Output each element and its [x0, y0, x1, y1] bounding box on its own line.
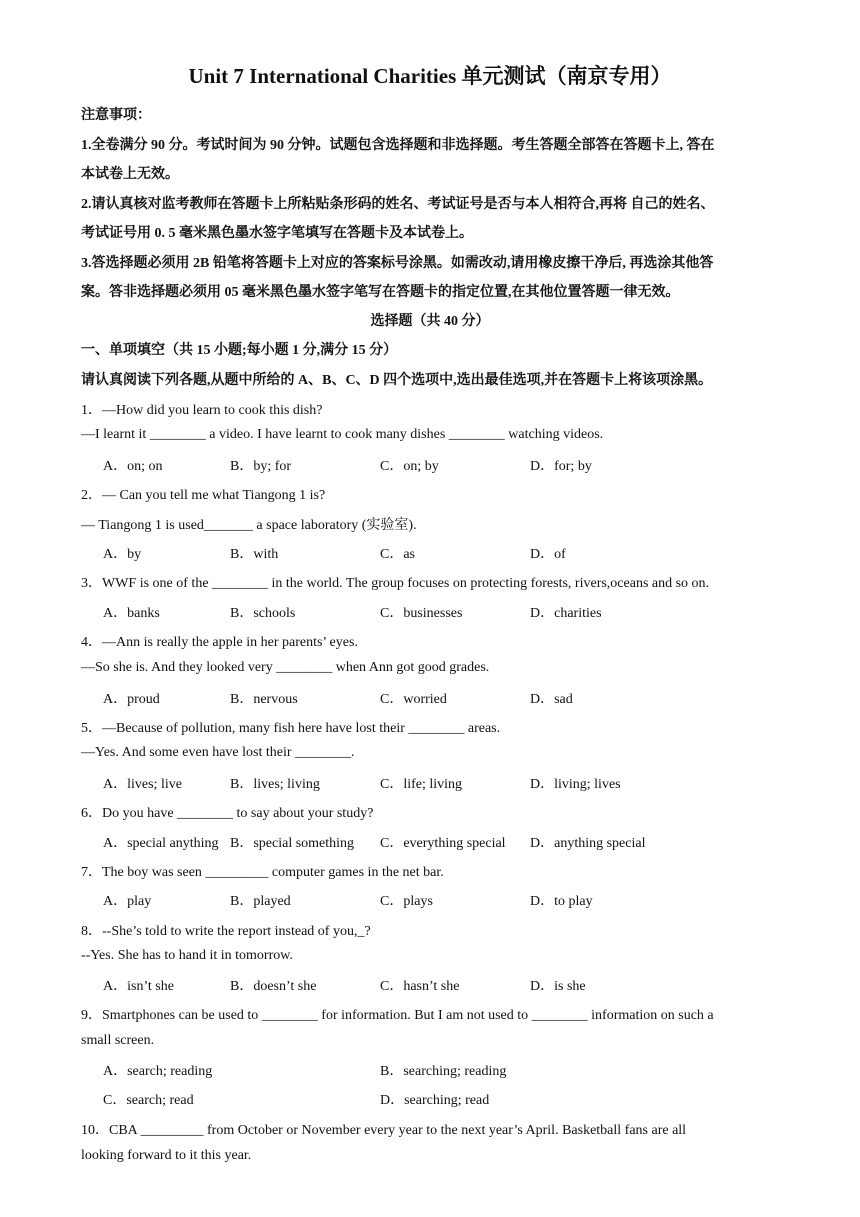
option-d: D．to play — [530, 894, 593, 909]
option-d: D．living; lives — [530, 777, 621, 792]
notice-heading: 注意事项： — [81, 108, 151, 123]
option-d: D．searching; read — [380, 1093, 490, 1108]
question-10: 10．CBA _________ from October or November every year to the next year’s April. Basketball fans are all — [81, 1123, 687, 1138]
option-c: C．on; by — [380, 459, 439, 474]
notice-item-1-cont: 本试卷上无效。 — [81, 167, 179, 182]
option-b: B．nervous — [230, 692, 298, 707]
option-c: C．hasn’t she — [380, 979, 460, 994]
question-8: 8．--She’s told to write the report instead of you,_? — [81, 924, 371, 939]
option-d: D．charities — [530, 606, 602, 621]
option-b: B．with — [230, 547, 279, 562]
section-title: 选择题（共 40 分） — [370, 314, 490, 329]
notice-item-3-cont: 案。答非选择题必须用 05 毫米黑色墨水签字笔写在答题卡的指定位置,在其他位置答题一律无效。 — [81, 285, 680, 300]
option-c: C．search; read — [103, 1093, 194, 1108]
option-b: B．doesn’t she — [230, 979, 317, 994]
option-d: D．anything special — [530, 836, 646, 851]
option-a: A．isn’t she — [103, 979, 174, 994]
question-2: 2．— Can you tell me what Tiangong 1 is? — [81, 488, 326, 503]
option-a: A．search; reading — [103, 1064, 213, 1079]
option-b: B．special something — [230, 836, 355, 851]
option-a: A．special anything — [103, 836, 219, 851]
option-d: D．sad — [530, 692, 573, 707]
option-b: B．played — [230, 894, 291, 909]
notice-item-3: 3.答选择题必须用 2B 铅笔将答题卡上对应的答案标号涂黑。如需改动,请用橡皮擦干净后, 再选涂其他答 — [81, 256, 714, 271]
question-5: 5．—Because of pollution, many fish here have lost their ________ areas. — [81, 721, 501, 736]
page-title: Unit 7 International Charities 单元测试（南京专用） — [188, 64, 672, 88]
notice-item-2-cont: 考试证号用 0. 5 毫米黑色墨水签字笔填写在答题卡及本试卷上。 — [81, 226, 473, 241]
option-a: A．on; on — [103, 459, 163, 474]
option-b: B．by; for — [230, 459, 292, 474]
question-4: 4．—Ann is really the apple in her parents’ eyes. — [81, 635, 358, 650]
question-2-cont: — Tiangong 1 is used_______ a space laboratory (实验室). — [81, 518, 417, 533]
option-a: A．lives; live — [103, 777, 182, 792]
option-a: A．by — [103, 547, 142, 562]
option-a: A．banks — [103, 606, 160, 621]
option-c: C．as — [380, 547, 415, 562]
notice-item-2: 2.请认真核对监考教师在答题卡上所粘贴条形码的姓名、考试证号是否与本人相符合,再将 自己的姓名、 — [81, 197, 715, 212]
question-9-cont: small screen. — [81, 1033, 155, 1048]
option-b: B．searching; reading — [380, 1064, 507, 1079]
option-d: D．for; by — [530, 459, 592, 474]
option-a: A．play — [103, 894, 152, 909]
question-5-cont: —Yes. And some even have lost their ________. — [81, 745, 355, 760]
option-c: C．life; living — [380, 777, 463, 792]
question-6: 6．Do you have ________ to say about your study? — [81, 806, 374, 821]
question-7: 7．The boy was seen _________ computer games in the net bar. — [81, 865, 444, 880]
notice-item-1: 1.全卷满分 90 分。考试时间为 90 分钟。试题包含选择题和非选择题。考生答题全部答在答题卡上, 答在 — [81, 138, 715, 153]
option-a: A．proud — [103, 692, 160, 707]
question-8-cont: --Yes. She has to hand it in tomorrow. — [81, 948, 293, 963]
option-c: C．everything special — [380, 836, 506, 851]
question-3: 3．WWF is one of the ________ in the world. The group focuses on protecting forests, rivers,oceans and so on. — [81, 576, 710, 591]
part-title: 一、单项填空（共 15 小题;每小题 1 分,满分 15 分） — [81, 343, 398, 358]
part-instruction: 请认真阅读下列各题,从题中所给的 A、B、C、D 四个选项中,选出最佳选项,并在答题卡上将该项涂黑。 — [81, 373, 713, 388]
option-c: C．worried — [380, 692, 447, 707]
question-1-cont: —I learnt it ________ a video. I have learnt to cook many dishes ________ watching videos. — [81, 427, 604, 442]
option-d: D．is she — [530, 979, 586, 994]
question-1: 1．—How did you learn to cook this dish? — [81, 403, 323, 418]
question-9: 9．Smartphones can be used to ________ for information. But I am not used to ________ information on such a — [81, 1008, 714, 1023]
question-10-cont: looking forward to it this year. — [81, 1148, 252, 1163]
option-b: B．schools — [230, 606, 296, 621]
option-b: B．lives; living — [230, 777, 320, 792]
option-d: D．of — [530, 547, 566, 562]
option-c: C．plays — [380, 894, 433, 909]
question-4-cont: —So she is. And they looked very ________ when Ann got good grades. — [81, 660, 490, 675]
option-c: C．businesses — [380, 606, 463, 621]
